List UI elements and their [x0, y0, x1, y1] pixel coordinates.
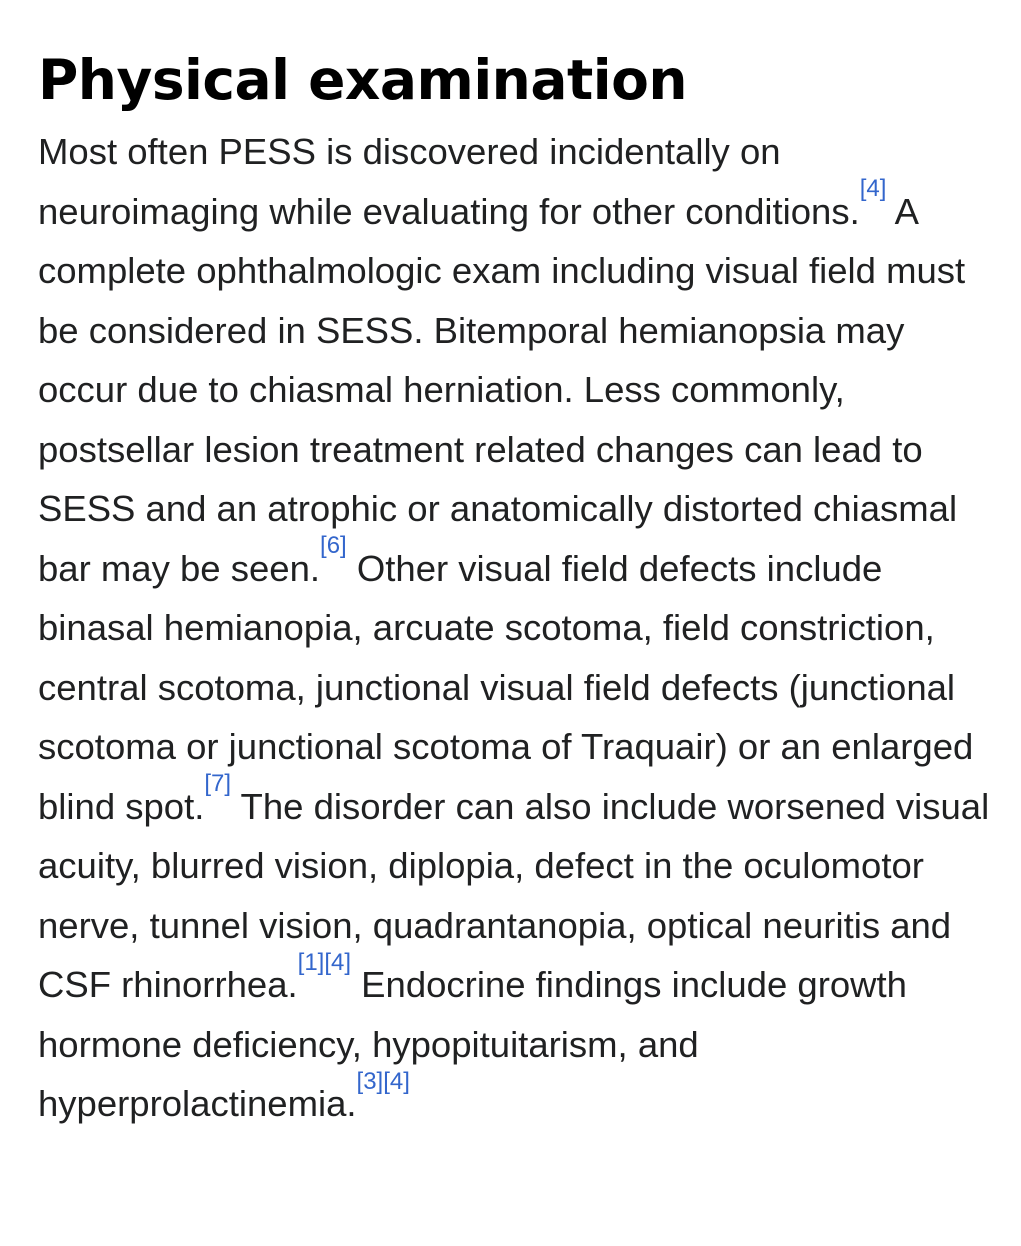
paragraph-text: A complete ophthalmologic exam including visual field must be considered in SESS. Bitemporal hemianopsia may occur due to chiasmal herniation. Less commonly, postsellar lesion treatment related changes can lead to SESS and an atrophic or anatomically distorted chiasmal bar may be seen.	[38, 190, 966, 589]
article-section	[0, 46, 1021, 1246]
section-heading: Physical examination	[38, 48, 688, 112]
reference-link-text[interactable]: [4]	[383, 1067, 410, 1095]
reference-link-text[interactable]: [6]	[320, 532, 347, 560]
paragraph-text: Other visual field defects include binasal hemianopia, arcuate scotoma, field constriction, central scotoma, junctional visual field defects (junctional scotoma or junctional scotoma of Traquair) or an enlarged blind spot.	[38, 547, 974, 827]
reference-link[interactable]	[324, 949, 351, 976]
reference-link-text[interactable]: [1]	[297, 948, 325, 976]
reference-link-text[interactable]: [7]	[204, 770, 232, 798]
reference-link[interactable]	[357, 1068, 384, 1095]
reference-link[interactable]	[860, 175, 887, 202]
reference-link-text[interactable]: [4]	[859, 175, 887, 203]
paragraph-text: Endocrine findings include growth hormone deficiency, hypopituitarism, and hyperprolactinemia.	[38, 964, 907, 1124]
paragraph-text: Most often PESS is discovered incidentally on neuroimaging while evaluating for other conditions.	[38, 131, 860, 232]
reference-link-text[interactable]: [4]	[324, 948, 352, 976]
reference-link[interactable]	[298, 949, 325, 976]
paragraph-text: The disorder can also include worsened visual acuity, blurred vision, diplopia, defect in the oculomotor nerve, tunnel vision, quadrantanopia, optical neuritis and CSF rhinorrhea.	[38, 785, 990, 1005]
reference-link-text[interactable]: [3]	[356, 1067, 384, 1095]
reference-link[interactable]	[204, 770, 231, 797]
section-paragraph	[38, 114, 997, 1134]
reference-link[interactable]	[383, 1068, 410, 1095]
reference-link[interactable]	[320, 532, 347, 559]
